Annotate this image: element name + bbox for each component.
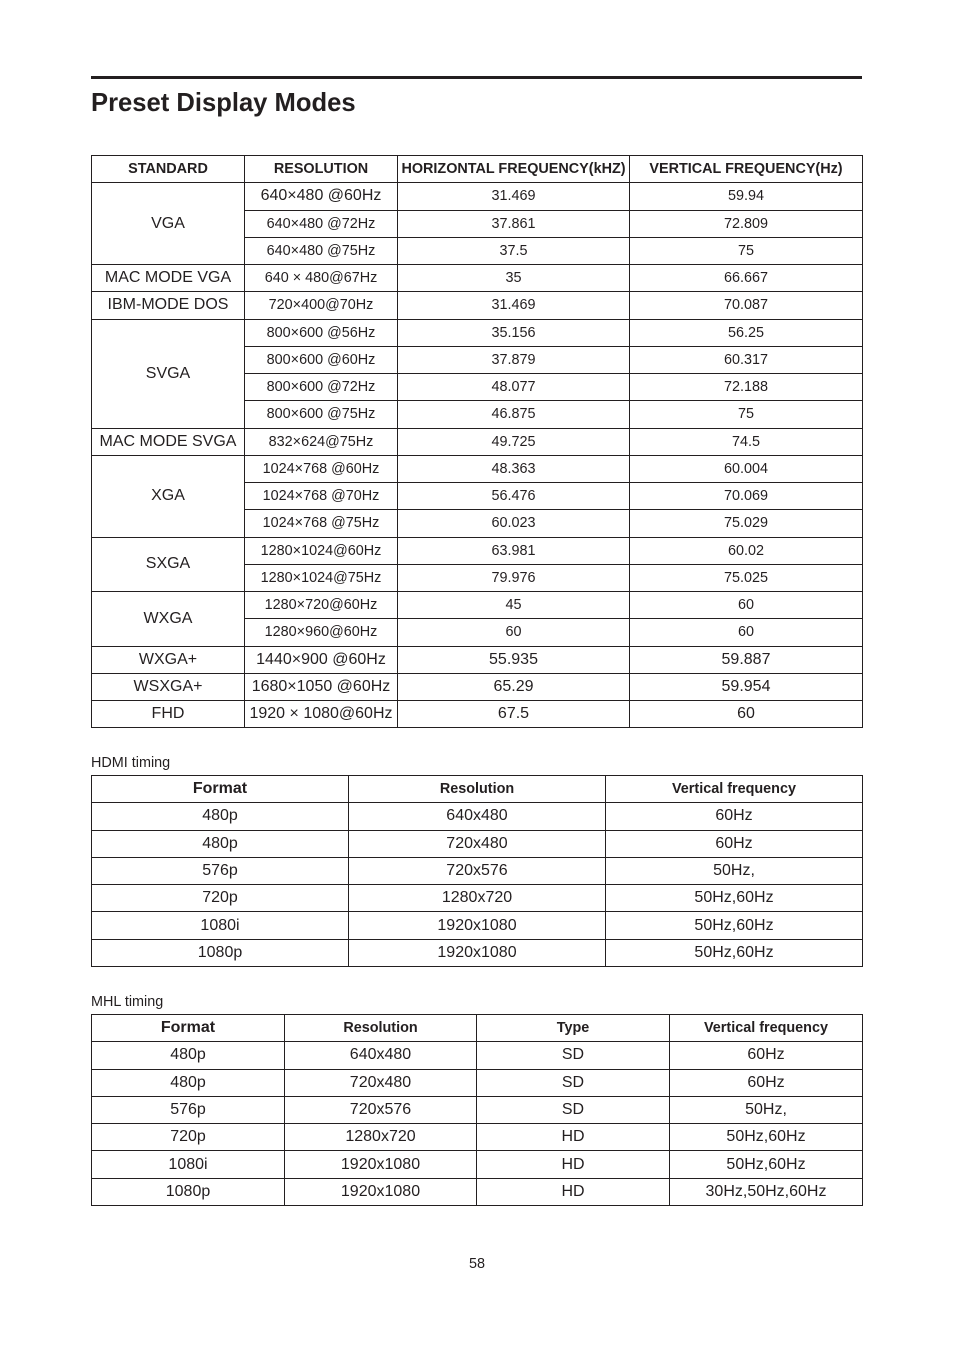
table-row: [92, 1178, 863, 1205]
header-vertical-frequency: Vertical frequency: [670, 1015, 863, 1042]
h-freq-cell: 79.976: [398, 564, 630, 591]
format-cell: 1080p: [92, 939, 349, 966]
h-freq-cell: 60.023: [398, 510, 630, 537]
header-format: Format: [92, 1015, 285, 1042]
resolution-cell: 1280x720: [285, 1124, 477, 1151]
table-header-row: [92, 776, 863, 803]
h-freq-cell: 56.476: [398, 483, 630, 510]
header-resolution: Resolution: [285, 1015, 477, 1042]
header-resolution: RESOLUTION: [245, 156, 398, 183]
resolution-cell: 720x480: [285, 1069, 477, 1096]
standard-cell: WXGA: [92, 592, 245, 647]
v-freq-cell: 70.087: [630, 292, 863, 319]
h-freq-cell: 48.077: [398, 374, 630, 401]
v-freq-cell: 75.029: [630, 510, 863, 537]
table-row: [92, 292, 863, 319]
type-cell: HD: [477, 1178, 670, 1205]
v-freq-cell: 60: [630, 619, 863, 646]
resolution-cell: 1920 × 1080@60Hz: [245, 701, 398, 728]
resolution-cell: 1280x720: [349, 885, 606, 912]
mhl-timing-table: [91, 1014, 863, 1206]
v-freq-cell: 60Hz: [670, 1069, 863, 1096]
resolution-cell: 720x576: [349, 857, 606, 884]
resolution-cell: 720x480: [349, 830, 606, 857]
resolution-cell: 640x480: [349, 803, 606, 830]
table-row: [92, 592, 863, 619]
v-freq-cell: 50Hz,60Hz: [606, 939, 863, 966]
resolution-cell: 800×600 @56Hz: [245, 319, 398, 346]
table-row: [92, 857, 863, 884]
v-freq-cell: 60Hz: [606, 803, 863, 830]
v-freq-cell: 59.94: [630, 183, 863, 210]
v-freq-cell: 50Hz,: [670, 1096, 863, 1123]
h-freq-cell: 49.725: [398, 428, 630, 455]
header-vertical-frequency: VERTICAL FREQUENCY(Hz): [630, 156, 863, 183]
standard-cell: MAC MODE VGA: [92, 265, 245, 292]
table-header-row: [92, 1015, 863, 1042]
table-row: [92, 885, 863, 912]
resolution-cell: 640x480: [285, 1042, 477, 1069]
v-freq-cell: 59.887: [630, 646, 863, 673]
format-cell: 480p: [92, 1069, 285, 1096]
resolution-cell: 640×480 @60Hz: [245, 183, 398, 210]
table-row: [92, 1124, 863, 1151]
h-freq-cell: 67.5: [398, 701, 630, 728]
h-freq-cell: 35.156: [398, 319, 630, 346]
resolution-cell: 640×480 @75Hz: [245, 237, 398, 264]
h-freq-cell: 31.469: [398, 183, 630, 210]
standard-cell: SXGA: [92, 537, 245, 592]
v-freq-cell: 50Hz,60Hz: [670, 1124, 863, 1151]
standard-cell: XGA: [92, 455, 245, 537]
standard-cell: SVGA: [92, 319, 245, 428]
table-row: [92, 455, 863, 482]
preset-modes-table: [91, 155, 863, 728]
format-cell: 720p: [92, 1124, 285, 1151]
v-freq-cell: 60.02: [630, 537, 863, 564]
v-freq-cell: 50Hz,60Hz: [670, 1151, 863, 1178]
standard-cell: FHD: [92, 701, 245, 728]
type-cell: SD: [477, 1069, 670, 1096]
format-cell: 1080i: [92, 1151, 285, 1178]
v-freq-cell: 30Hz,50Hz,60Hz: [670, 1178, 863, 1205]
table-row: [92, 830, 863, 857]
format-cell: 576p: [92, 1096, 285, 1123]
h-freq-cell: 37.861: [398, 210, 630, 237]
v-freq-cell: 60.317: [630, 346, 863, 373]
standard-cell: IBM-MODE DOS: [92, 292, 245, 319]
header-resolution: Resolution: [349, 776, 606, 803]
h-freq-cell: 31.469: [398, 292, 630, 319]
table-row: [92, 646, 863, 673]
resolution-cell: 800×600 @60Hz: [245, 346, 398, 373]
resolution-cell: 720x576: [285, 1096, 477, 1123]
resolution-cell: 1024×768 @60Hz: [245, 455, 398, 482]
format-cell: 720p: [92, 885, 349, 912]
resolution-cell: 1440×900 @60Hz: [245, 646, 398, 673]
table-row: [92, 428, 863, 455]
format-cell: 480p: [92, 830, 349, 857]
v-freq-cell: 72.809: [630, 210, 863, 237]
standard-cell: WSXGA+: [92, 673, 245, 700]
format-cell: 480p: [92, 1042, 285, 1069]
h-freq-cell: 46.875: [398, 401, 630, 428]
h-freq-cell: 35: [398, 265, 630, 292]
resolution-cell: 640×480 @72Hz: [245, 210, 398, 237]
v-freq-cell: 75: [630, 401, 863, 428]
resolution-cell: 800×600 @72Hz: [245, 374, 398, 401]
v-freq-cell: 74.5: [630, 428, 863, 455]
resolution-cell: 1280×720@60Hz: [245, 592, 398, 619]
table-row: [92, 1151, 863, 1178]
type-cell: HD: [477, 1151, 670, 1178]
v-freq-cell: 60Hz: [670, 1042, 863, 1069]
h-freq-cell: 37.5: [398, 237, 630, 264]
resolution-cell: 1920x1080: [349, 939, 606, 966]
h-freq-cell: 55.935: [398, 646, 630, 673]
page-title: Preset Display Modes: [91, 89, 356, 117]
v-freq-cell: 75: [630, 237, 863, 264]
resolution-cell: 1920x1080: [285, 1151, 477, 1178]
type-cell: SD: [477, 1096, 670, 1123]
v-freq-cell: 70.069: [630, 483, 863, 510]
v-freq-cell: 60: [630, 592, 863, 619]
table-row: [92, 1096, 863, 1123]
format-cell: 1080i: [92, 912, 349, 939]
resolution-cell: 640 × 480@67Hz: [245, 265, 398, 292]
header-standard: STANDARD: [92, 156, 245, 183]
v-freq-cell: 60: [630, 701, 863, 728]
table-row: [92, 912, 863, 939]
v-freq-cell: 56.25: [630, 319, 863, 346]
standard-cell: VGA: [92, 183, 245, 265]
mhl-timing-label: MHL timing: [91, 994, 164, 1010]
resolution-cell: 800×600 @75Hz: [245, 401, 398, 428]
resolution-cell: 1024×768 @75Hz: [245, 510, 398, 537]
header-type: Type: [477, 1015, 670, 1042]
format-cell: 480p: [92, 803, 349, 830]
format-cell: 1080p: [92, 1178, 285, 1205]
h-freq-cell: 60: [398, 619, 630, 646]
header-vertical-frequency: Vertical frequency: [606, 776, 863, 803]
resolution-cell: 1280×1024@75Hz: [245, 564, 398, 591]
resolution-cell: 720×400@70Hz: [245, 292, 398, 319]
v-freq-cell: 59.954: [630, 673, 863, 700]
table-row: [92, 701, 863, 728]
v-freq-cell: 72.188: [630, 374, 863, 401]
resolution-cell: 1680×1050 @60Hz: [245, 673, 398, 700]
v-freq-cell: 50Hz,60Hz: [606, 885, 863, 912]
table-header-row: [92, 156, 863, 183]
v-freq-cell: 60Hz: [606, 830, 863, 857]
type-cell: HD: [477, 1124, 670, 1151]
v-freq-cell: 50Hz,: [606, 857, 863, 884]
h-freq-cell: 45: [398, 592, 630, 619]
hdmi-timing-table: [91, 775, 863, 967]
v-freq-cell: 66.667: [630, 265, 863, 292]
resolution-cell: 1920x1080: [285, 1178, 477, 1205]
resolution-cell: 1280×960@60Hz: [245, 619, 398, 646]
table-row: [92, 1069, 863, 1096]
h-freq-cell: 65.29: [398, 673, 630, 700]
h-freq-cell: 48.363: [398, 455, 630, 482]
top-rule: [91, 76, 862, 79]
v-freq-cell: 75.025: [630, 564, 863, 591]
table-row: [92, 319, 863, 346]
standard-cell: MAC MODE SVGA: [92, 428, 245, 455]
standard-cell: WXGA+: [92, 646, 245, 673]
table-row: [92, 265, 863, 292]
type-cell: SD: [477, 1042, 670, 1069]
table-row: [92, 1042, 863, 1069]
header-format: Format: [92, 776, 349, 803]
table-row: [92, 537, 863, 564]
format-cell: 576p: [92, 857, 349, 884]
page-number: 58: [468, 1256, 485, 1272]
table-row: [92, 803, 863, 830]
v-freq-cell: 60.004: [630, 455, 863, 482]
header-horizontal-frequency: HORIZONTAL FREQUENCY(kHZ): [398, 156, 630, 183]
table-row: [92, 939, 863, 966]
v-freq-cell: 50Hz,60Hz: [606, 912, 863, 939]
table-row: [92, 183, 863, 210]
h-freq-cell: 37.879: [398, 346, 630, 373]
resolution-cell: 1920x1080: [349, 912, 606, 939]
resolution-cell: 1024×768 @70Hz: [245, 483, 398, 510]
resolution-cell: 832×624@75Hz: [245, 428, 398, 455]
h-freq-cell: 63.981: [398, 537, 630, 564]
resolution-cell: 1280×1024@60Hz: [245, 537, 398, 564]
table-row: [92, 673, 863, 700]
hdmi-timing-label: HDMI timing: [91, 755, 171, 771]
